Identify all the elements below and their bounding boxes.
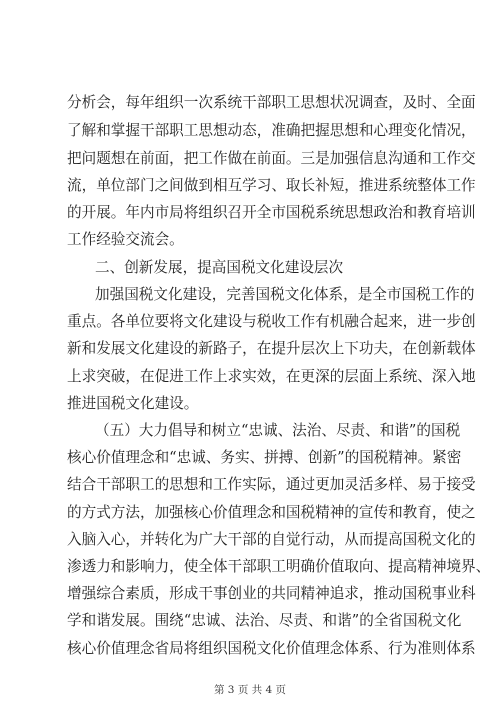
- text-line: 的方式方法，加强核心价值理念和国税精神的宣传和教育，使之: [67, 504, 476, 521]
- text-line: 上求突破，在促进工作上求实效，在更深的层面上系统、深入地: [67, 368, 476, 385]
- text-line: 渗透力和影响力，使全体干部职工明确价值取向、提高精神境界、: [67, 558, 491, 575]
- text-line: 重点。各单位要将文化建设与税收工作有机融合起来，进一步创: [67, 313, 476, 330]
- text-line: 的开展。年内市局将组织召开全市国税系统思想政治和教育培训: [67, 204, 476, 221]
- text-line: 新和发展文化建设的新路子，在提升层次上下功夫，在创新载体: [67, 340, 476, 357]
- text-line: 把问题想在前面，把工作做在前面。三是加强信息沟通和工作交: [67, 150, 476, 167]
- text-line: 推进国税文化建设。: [67, 395, 199, 412]
- text-line: 核心价值理念和“忠诚、务实、拼搏、创新”的国税精神。紧密: [67, 449, 462, 466]
- text-line: 入脑入心，并转化为广大干部的自觉行动，从而提高国税文化的: [67, 531, 476, 548]
- text-line: 工作经验交流会。: [67, 231, 184, 248]
- text-line: 流，单位部门之间做到相互学习、取长补短，推进系统整体工作: [67, 177, 476, 194]
- text-line: （五）大力倡导和树立“忠诚、法治、尽责、和谐”的国税: [95, 422, 461, 439]
- text-line: 学和谐发展。围绕“忠诚、法治、尽责、和谐”的全省国税文化: [67, 612, 462, 629]
- text-line: 分析会，每年组织一次系统干部职工思想状况调查，及时、全面: [67, 94, 476, 111]
- page-number: 第 3 页 共 4 页: [213, 684, 287, 696]
- text-line: 结合干部职工的思想和工作实际，通过更加灵活多样、易于接受: [67, 476, 476, 493]
- section-heading: 二、创新发展，提高国税文化建设层次: [95, 259, 344, 276]
- text-line: 加强国税文化建设，完善国税文化体系，是全市国税工作的: [95, 286, 475, 303]
- text-line: 了解和掌握干部职工思想动态，准确把握思想和心理变化情况，: [67, 122, 476, 139]
- text-line: 核心价值理念省局将组织国税文化价值理念体系、行为准则体系: [67, 640, 476, 657]
- text-line: 增强综合素质，形成干事创业的共同精神追求，推动国税事业科: [67, 585, 476, 602]
